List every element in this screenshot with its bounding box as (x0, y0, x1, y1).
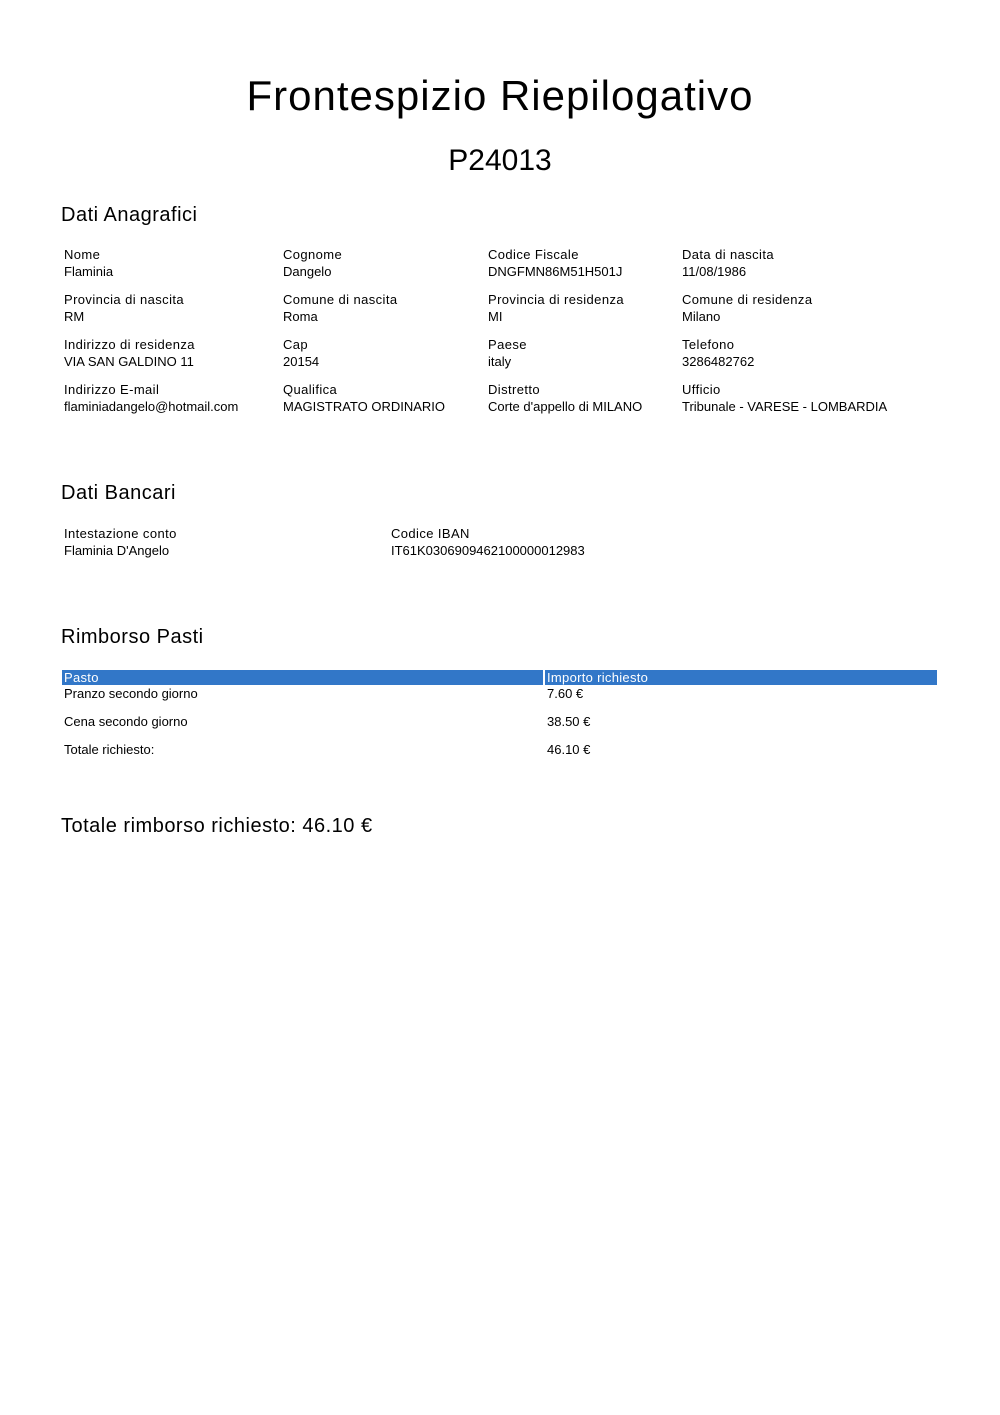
field-label: Cap (283, 337, 309, 352)
field-label: Codice Fiscale (488, 247, 579, 262)
field-value: Roma (283, 309, 318, 324)
field-paese (488, 336, 527, 370)
field-provincia-residenza (488, 291, 624, 325)
field-value: MAGISTRATO ORDINARIO (283, 399, 446, 414)
field-value: 3286482762 (682, 354, 755, 369)
table-header (62, 670, 937, 685)
request-code: P24013 (448, 144, 552, 177)
field-provincia-nascita (64, 291, 184, 325)
field-cap (283, 336, 319, 370)
field-value: italy (488, 354, 512, 369)
field-value: Milano (682, 309, 721, 324)
meal-total-label: Totale richiesto: (64, 742, 155, 757)
field-cognome (283, 246, 342, 280)
field-label: Paese (488, 337, 527, 352)
field-data-nascita (682, 246, 774, 280)
field-value: RM (64, 309, 85, 324)
column-header-pasto: Pasto (62, 670, 543, 685)
table-row (62, 686, 937, 714)
field-label: Codice IBAN (391, 526, 470, 541)
meal-table (62, 670, 937, 770)
meal-amount: 38.50 € (547, 714, 591, 729)
meal-name: Pranzo secondo giorno (64, 686, 198, 701)
field-value: 20154 (283, 354, 320, 369)
field-value: Flaminia D'Angelo (64, 543, 170, 558)
meal-name: Cena secondo giorno (64, 714, 188, 729)
field-comune-residenza (682, 291, 812, 325)
page-title: Frontespizio Riepilogativo (246, 72, 754, 119)
field-value: MI (488, 309, 503, 324)
field-ufficio (682, 381, 887, 415)
field-label: Intestazione conto (64, 526, 177, 541)
field-value: 11/08/1986 (682, 264, 747, 279)
column-header-importo: Importo richiesto (545, 670, 937, 685)
section-title-anagrafica: Dati Anagrafici (61, 204, 198, 226)
field-nome (64, 246, 113, 280)
field-indirizzo-residenza (64, 336, 195, 370)
field-label: Provincia di nascita (64, 292, 184, 307)
section-title-bancari: Dati Bancari (61, 482, 176, 504)
total-reimbursement: Totale rimborso richiesto: 46.10 € (61, 815, 373, 837)
field-value: flaminiadangelo@hotmail.com (64, 399, 239, 414)
field-value: Corte d'appello di MILANO (488, 399, 643, 414)
meal-amount: 7.60 € (547, 686, 584, 701)
field-label: Comune di nascita (283, 292, 398, 307)
field-label: Cognome (283, 247, 343, 262)
field-value: Flaminia (64, 264, 114, 279)
field-label: Qualifica (283, 382, 338, 397)
field-label: Telefono (682, 337, 735, 352)
field-value: IT61K0306909462100000012983 (391, 543, 585, 558)
table-row (62, 714, 937, 742)
field-email (64, 381, 238, 415)
field-intestazione-conto (64, 525, 177, 559)
meal-total-amount: 46.10 € (547, 742, 591, 757)
field-value: Dangelo (283, 264, 332, 279)
field-telefono (682, 336, 754, 370)
field-value: VIA SAN GALDINO 11 (64, 354, 194, 369)
field-label: Indirizzo di residenza (64, 337, 195, 352)
field-label: Nome (64, 247, 101, 262)
field-codice-fiscale (488, 246, 622, 280)
field-label: Data di nascita (682, 247, 774, 262)
field-label: Indirizzo E-mail (64, 382, 160, 397)
field-value: Tribunale - VARESE - LOMBARDIA (682, 399, 888, 414)
table-row-total (62, 742, 937, 770)
field-label: Provincia di residenza (488, 292, 624, 307)
field-distretto (488, 381, 642, 415)
field-label: Ufficio (682, 382, 721, 397)
section-title-pasti: Rimborso Pasti (61, 626, 204, 648)
field-comune-nascita (283, 291, 397, 325)
field-label: Distretto (488, 382, 541, 397)
field-iban (391, 525, 585, 559)
field-label: Comune di residenza (682, 292, 813, 307)
field-value: DNGFMN86M51H501J (488, 264, 623, 279)
field-qualifica (283, 381, 445, 415)
